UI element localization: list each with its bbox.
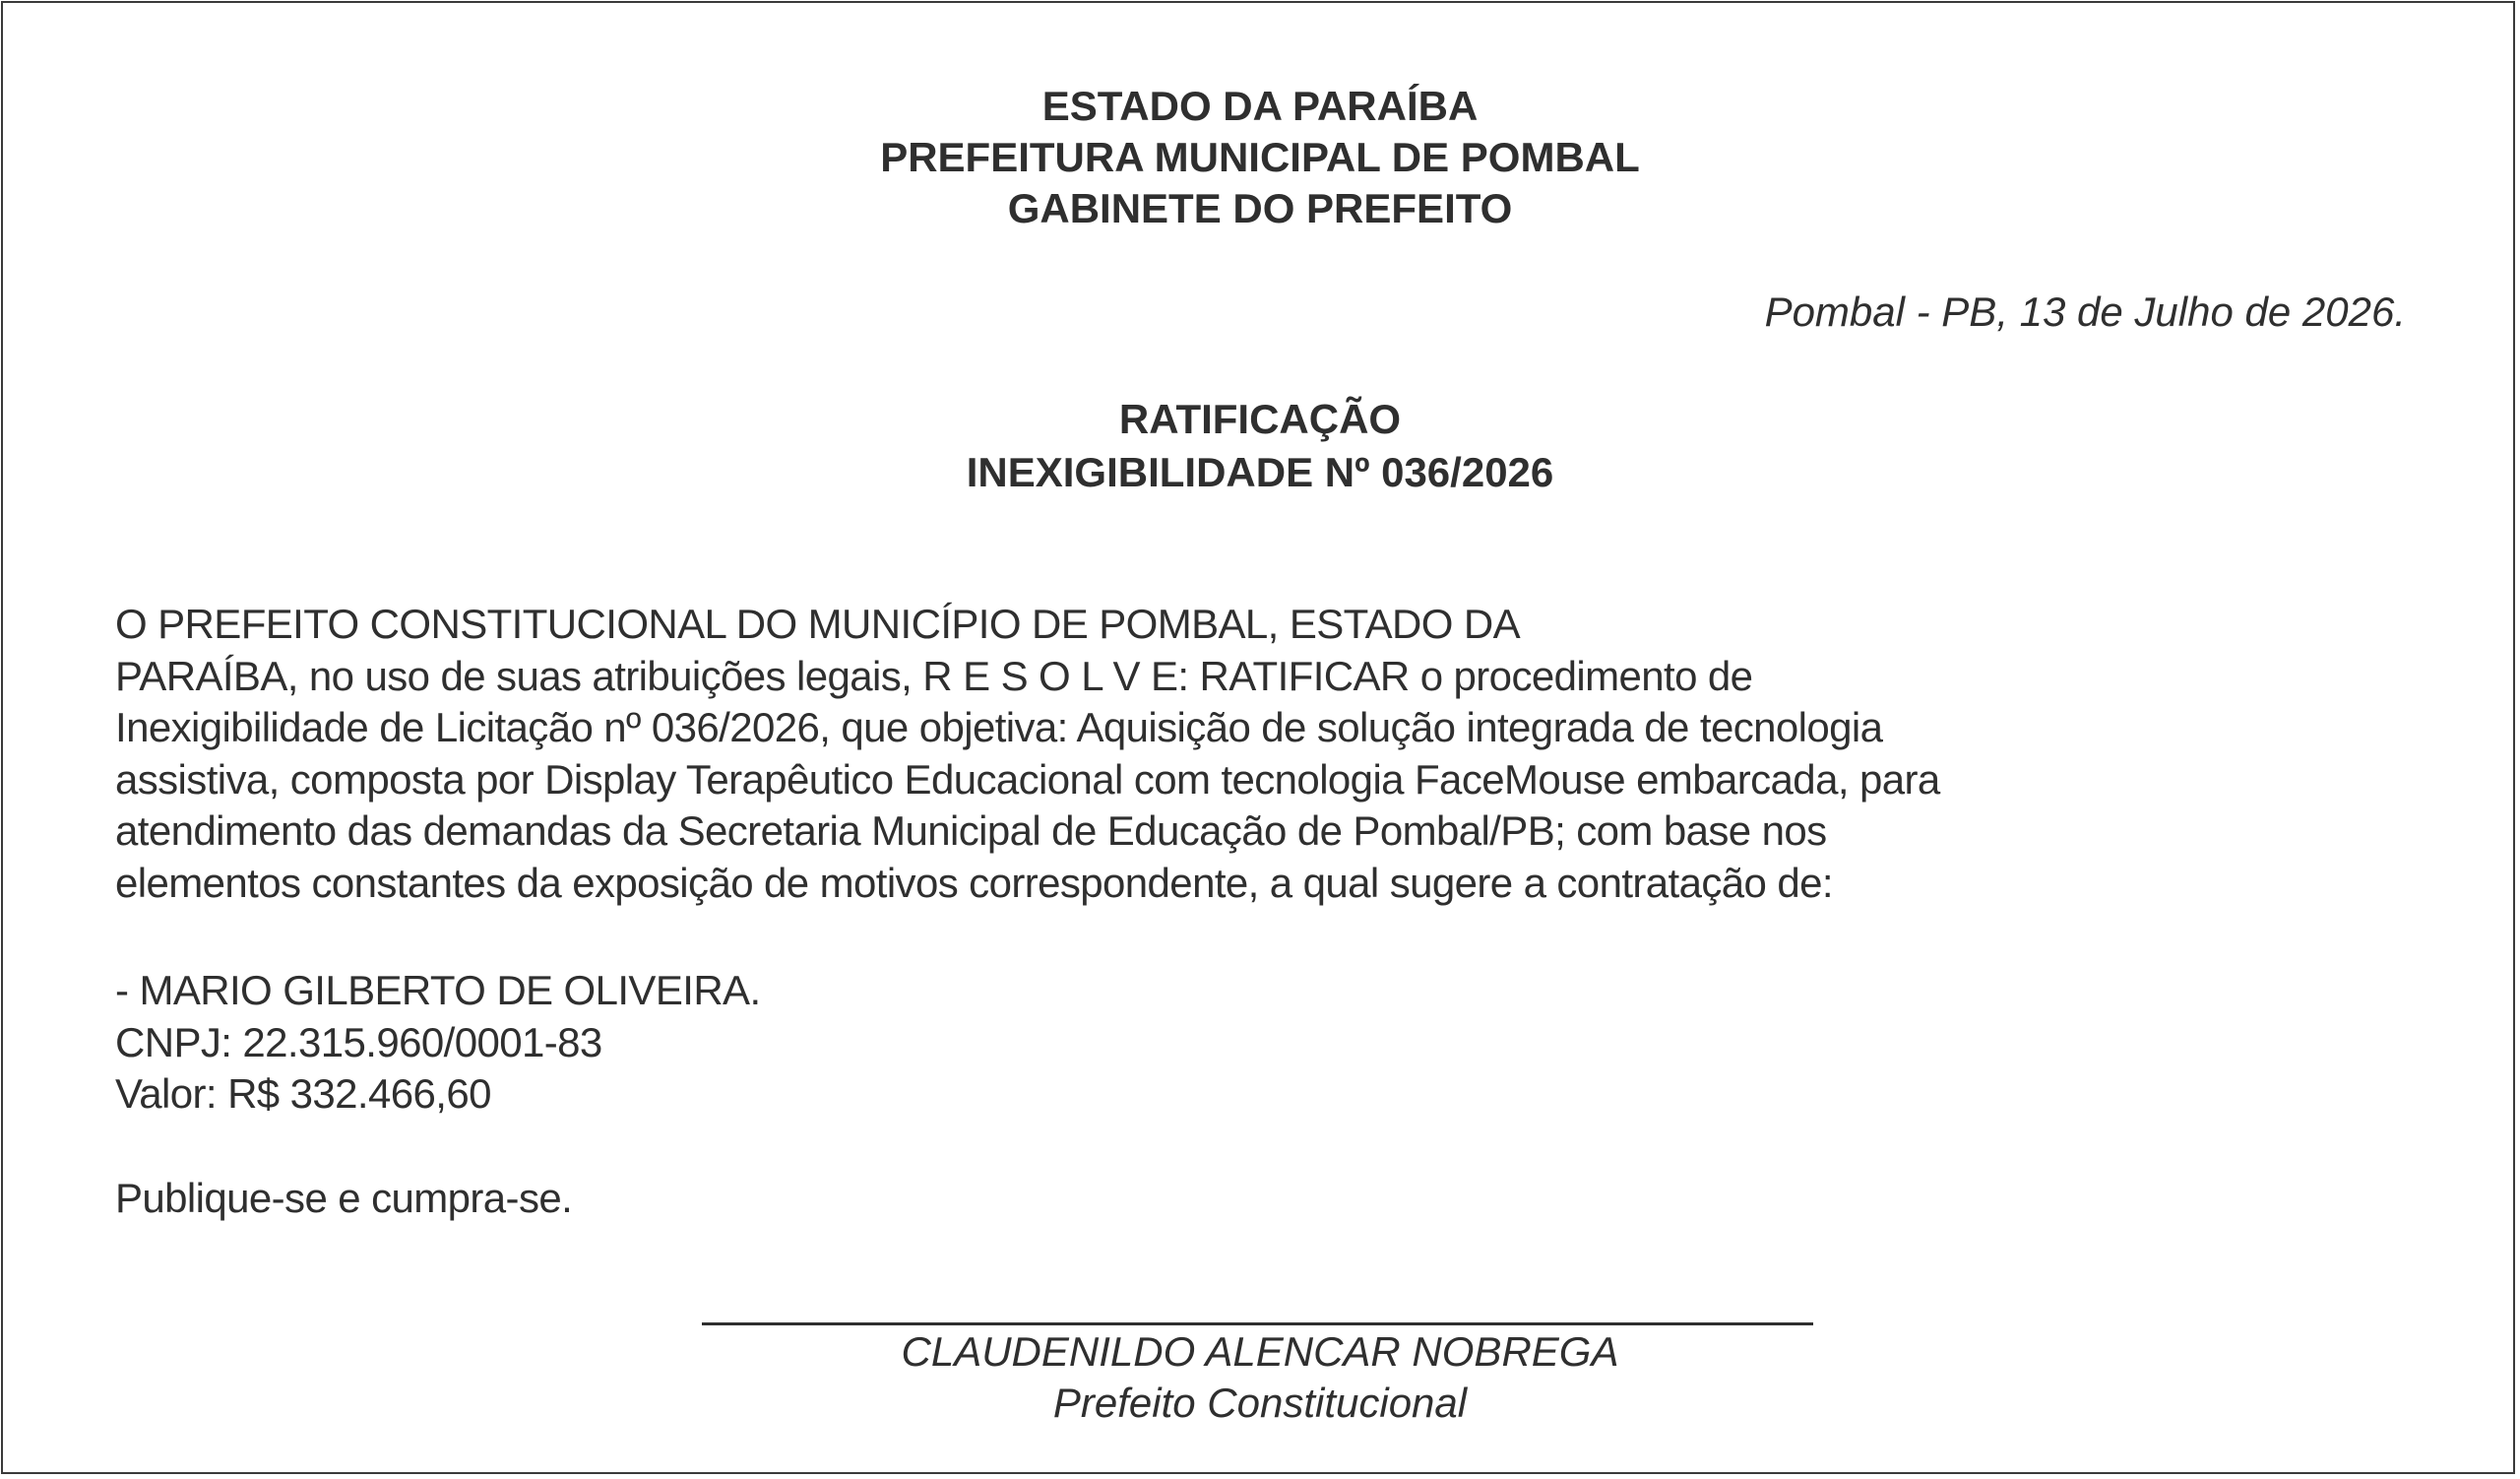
signature-block (0, 1326, 2520, 1429)
paragraph-line: elementos constantes da exposição de motivos correspondente, a qual sugere a contratação de: (115, 859, 1833, 906)
document-header (0, 81, 2520, 234)
paragraph-line: Inexigibilidade de Licitação nº 036/2026, que objetiva: Aquisição de solução integrada de tecnologia (115, 704, 1883, 751)
title-ratification: RATIFICAÇÃO (1118, 396, 1402, 442)
resolution-paragraph (115, 599, 2409, 910)
contract-details (115, 965, 761, 1121)
contractor-name: - MARIO GILBERTO DE OLIVEIRA. (115, 967, 761, 1013)
header-municipality: PREFEITURA MUNICIPAL DE POMBAL (880, 134, 1640, 180)
contractor-cnpj: CNPJ: 22.315.960/0001-83 (115, 1018, 602, 1065)
paragraph-line: atendimento das demandas da Secretaria Municipal de Educação de Pombal/PB; com base nos (115, 807, 1827, 855)
paragraph-line: O PREFEITO CONSTITUCIONAL DO MUNICÍPIO DE POMBAL, ESTADO DA (115, 601, 1521, 647)
date-line: Pombal - PB, 13 de Julho de 2026. (1764, 289, 2406, 335)
paragraph-line: PARAÍBA, no uso de suas atribuições legais, R E S O L V E: RATIFICAR o procedimento de (115, 652, 1753, 699)
closing-statement: Publique-se e cumpra-se. (115, 1175, 573, 1221)
header-state: ESTADO DA PARAÍBA (1041, 83, 1479, 129)
document-title (0, 393, 2520, 499)
header-office: GABINETE DO PREFEITO (1007, 185, 1513, 231)
paragraph-line: assistiva, composta por Display Terapêutico Educacional com tecnologia FaceMouse embarcada, para (115, 755, 1940, 803)
title-inexigibility-number: INEXIGIBILIDADE Nº 036/2026 (966, 449, 1554, 495)
signature-line (702, 1322, 1813, 1325)
signatory-role: Prefeito Constitucional (1052, 1380, 1468, 1426)
signatory-name: CLAUDENILDO ALENCAR NOBREGA (901, 1328, 1619, 1375)
contract-value: Valor: R$ 332.466,60 (115, 1070, 491, 1118)
